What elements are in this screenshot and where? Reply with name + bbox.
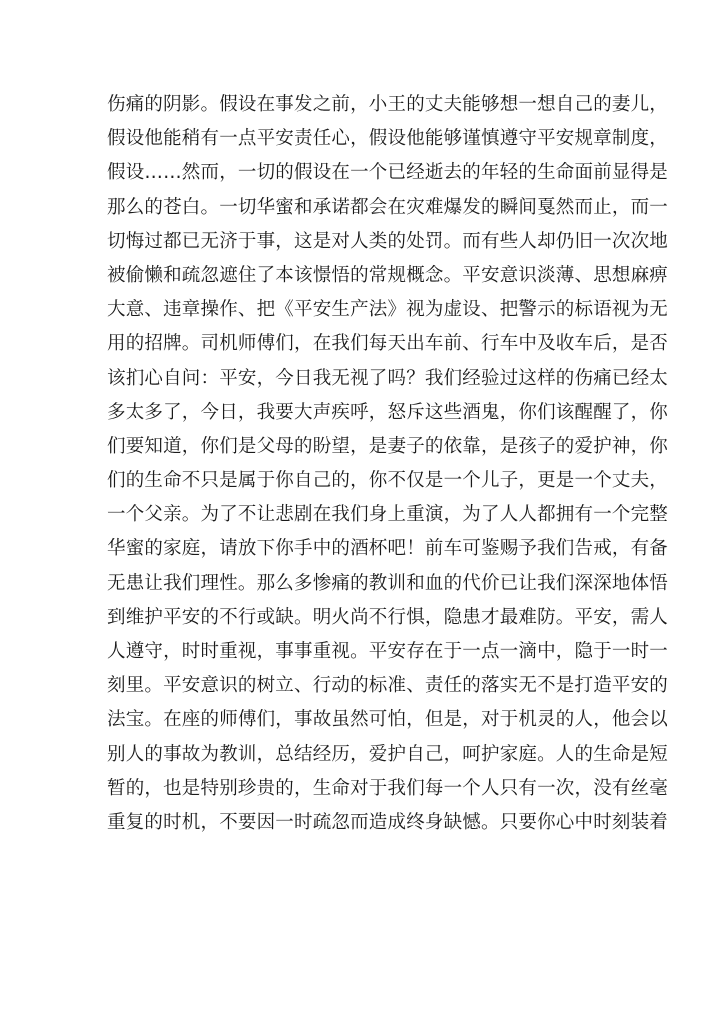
text-line: 伤痛的阴影。假设在事发之前，小王的丈夫能够想一想自己的妻儿， (107, 94, 669, 115)
text-line: 人遵守，时时重视，事事重视。平安存在于一点一滴中，隐于一时一 (107, 641, 669, 662)
text-line: 假设他能稍有一点平安责任心，假设他能够谨慎遵守平安规章制度， (107, 128, 669, 150)
text-line: 暂的，也是特别珍贵的，生命对于我们每一个人只有一次，没有丝毫 (107, 777, 669, 799)
text-line: 刻里。平安意识的树立、行动的标准、责任的落实无不是打造平安的 (107, 675, 669, 697)
body-text (107, 88, 669, 840)
text-line: 假设……然而，一切的假设在一个已经逝去的年轻的生命面前显得是 (107, 162, 669, 184)
text-line: 多太多了，今日，我要大声疾呼，怒斥这些酒鬼，你们该醒醒了，你 (107, 401, 669, 423)
text-line: 大意、违章操作、把《平安生产法》视为虚设、把警示的标语视为无 (107, 299, 669, 321)
text-line: 华蜜的家庭，请放下你手中的酒杯吧！前车可鉴赐予我们告戒，有备 (107, 538, 669, 560)
text-line: 被偷懒和疏忽遮住了本该憬悟的常规概念。平安意识淡薄、思想麻痹 (107, 264, 669, 286)
text-line: 该扪心自问：平安，今日我无视了吗？我们经验过这样的伤痛已经太 (107, 367, 669, 389)
text-line: 们要知道，你们是父母的盼望，是妻子的依靠，是孩子的爱护神，你 (107, 435, 669, 457)
text-line: 那么的苍白。一切华蜜和承诺都会在灾难爆发的瞬间戛然而止，而一 (107, 196, 669, 218)
text-line: 重复的时机，不要因一时疏忽而造成终身缺憾。只要你心中时刻装着 (107, 811, 669, 833)
text-line: 别人的事故为教训，总结经历，爱护自己，呵护家庭。人的生命是短 (107, 743, 669, 765)
text-line: 们的生命不只是属于你自己的，你不仅是一个儿子，更是一个丈夫， (107, 470, 669, 492)
text-line: 无患让我们理性。那么多惨痛的教训和血的代价已让我们深深地体悟 (107, 572, 669, 594)
text-line: 一个父亲。为了不让悲剧在我们身上重演，为了人人都拥有一个完整 (107, 504, 669, 526)
text-line: 到维护平安的不行或缺。明火尚不行惧，隐患才最难防。平安，需人 (107, 606, 669, 628)
text-line: 用的招牌。司机师傅们，在我们每天出车前、行车中及收车后，是否 (107, 333, 669, 355)
text-line: 切悔过都已无济于事，这是对人类的处罚。而有些人却仍旧一次次地 (107, 230, 669, 252)
text-line: 法宝。在座的师傅们，事故虽然可怕，但是，对于机灵的人，他会以 (107, 709, 669, 731)
